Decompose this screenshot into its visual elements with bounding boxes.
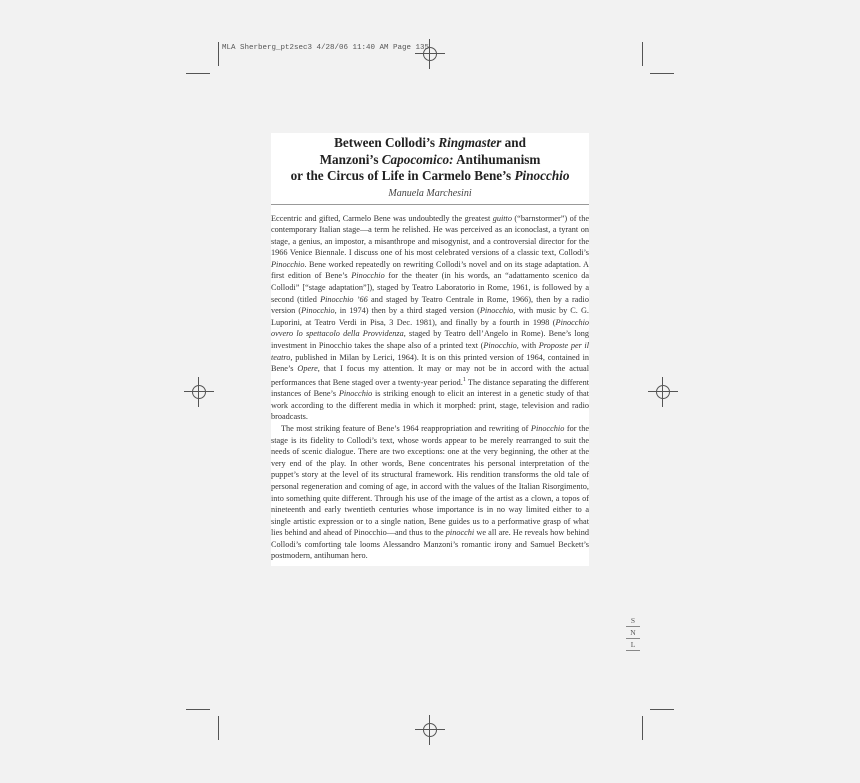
body-paragraph [271, 213, 589, 423]
text-segment: Pinocchio [351, 271, 385, 281]
footnote-ref: 1 [462, 376, 466, 383]
text-segment: Pinocchio [271, 259, 305, 269]
crop-mark-bottom-right-h [650, 709, 674, 710]
text-segment: . Bene worked repeatedly on rewriting Collodi’s novel and on its stage adaptation. A first edition of Bene’s [271, 259, 589, 281]
text-segment: The most striking feature of Bene’s 1964 reappropriation and rewriting of [281, 423, 531, 433]
margin-letter: L [626, 639, 640, 651]
text-segment: for the theater (in his words, an “adattamento scenico da Collodi” [“stage adaptation”]), staged by Teatro Laboratorio in Rome, 1961, is followed by a second (titled [271, 271, 589, 304]
title-segment: Capocomico: [381, 151, 454, 167]
book-page [271, 133, 589, 566]
title-segment: Ringmaster [438, 135, 502, 150]
chapter-title [271, 135, 589, 185]
registration-mark-top [415, 39, 445, 69]
text-segment: we all are. He reveals how behind Collodi’s comforting tale looms Alessandro Manzoni’s romantic irony and Samuel Beckett’s postmodern, antihuman hero. [271, 528, 589, 561]
text-segment: Pinocchio ’66 [320, 294, 368, 304]
text-segment: Opere [297, 364, 318, 374]
title-segment: Pinocchio [514, 168, 570, 183]
text-segment: Pinocchio [530, 423, 565, 433]
text-segment: Proposte per il teatro [271, 341, 589, 362]
text-segment: , with music by C. G. Luporini, at Teatro Verdi in Pisa, 3 Dec. 1981), and finally by a fourth in 1998 ( [271, 306, 589, 327]
crop-mark-top-right-v [642, 42, 643, 66]
margin-letter: S [626, 615, 640, 627]
text-segment: Pinocchio [338, 389, 373, 399]
text-segment: , staged by Teatro dell’Angelo in Rome). Bene’s long investment in Pinocchio takes the shape also of a printed text ( [271, 329, 589, 351]
chapter-body [271, 213, 589, 563]
title-segment: or the Circus of Life in Carmelo Bene’s [290, 168, 515, 183]
crop-mark-top-right-h [650, 73, 674, 74]
text-segment: Pinocchio ovvero lo spettacolo della Provvidenza [271, 317, 589, 339]
registration-mark-bottom [415, 715, 445, 745]
text-segment: guitto [492, 213, 512, 223]
text-segment: pinocchi [445, 528, 475, 538]
text-segment: Pinocchio [479, 306, 514, 316]
text-segment: , published in Milan by Lerici, 1964). It is on this printed version of 1964, contained in Bene’s [271, 352, 589, 374]
print-slug: MLA Sherberg_pt2sec3 4/28/06 11:40 AM Page 135 [222, 44, 430, 52]
crop-mark-bottom-left-h [186, 709, 210, 710]
crop-mark-top-left-h [186, 73, 210, 74]
text-segment: Pinocchio [483, 341, 517, 351]
text-segment: (“barnstormer”) of the contemporary Italian stage—a term he relished. He was perceived as an iconoclast, a tyrant on stage, a genius, an impostor, a misanthrope and misogynist, and a controversial director for the 1966 Venice Biennale. I discuss one of his most celebrated versions of a classic text, Collodi’s [271, 213, 589, 258]
text-segment: , with [516, 341, 539, 351]
margin-letter: N [626, 627, 640, 639]
registration-mark-right [648, 377, 678, 407]
text-segment: for the stage is its fidelity to Collodi’s text, whose words appear to be merely rearranged to suit the needs of scenic dialogue. There are two exceptions: one at the very beginning, the other at the very end of the play. In other words, Bene concentrates his personal interpretation of the puppet’s story at the level of its structural framework. His rendition transforms the old tale of personal regeneration and coming of age, in accord with the values of the Italian Risorgimento, into something quite different. Through his use of the image of the artist as a clown, a topos of nineteenth and early twentieth centuries whose importance is in no way limited either to a single artistic expression or to a single nation, Bene guides us to a performative grasp of what lies behind and ahead of Pinocchio—and thus to the [271, 423, 590, 538]
title-segment: Manzoni’s [319, 151, 382, 167]
title-segment: Antihumanism [453, 151, 541, 167]
body-paragraph [271, 423, 589, 562]
registration-mark-left [184, 377, 214, 407]
title-segment: Between Collodi’s [334, 135, 439, 150]
title-segment: and [501, 135, 526, 150]
text-segment: Eccentric and gifted, Carmelo Bene was undoubtedly the greatest [271, 213, 493, 223]
text-segment: Pinocchio [301, 306, 335, 316]
crop-mark-top-left-v [218, 42, 219, 66]
crop-mark-bottom-right-v [642, 716, 643, 740]
text-segment: and staged by Teatro Centrale in Rome, 1966), then by a radio version ( [271, 294, 589, 316]
text-segment: is striking enough to elicit an interest in a genetic study of that work according to the different media in which it morphed: print, stage, television and radio broadcasts. [271, 389, 589, 422]
crop-mark-bottom-left-v [218, 716, 219, 740]
text-segment: The distance separating the different instances of Bene’s [271, 377, 589, 399]
chapter-author: Manuela Marchesini [271, 188, 589, 205]
text-segment: , that I focus my attention. It may or may not be in accord with the actual performances that Bene staged over a twenty-year period. [271, 364, 589, 387]
text-segment: , in 1974) then by a third staged version ( [334, 306, 480, 316]
margin-snl-marks [626, 615, 640, 651]
